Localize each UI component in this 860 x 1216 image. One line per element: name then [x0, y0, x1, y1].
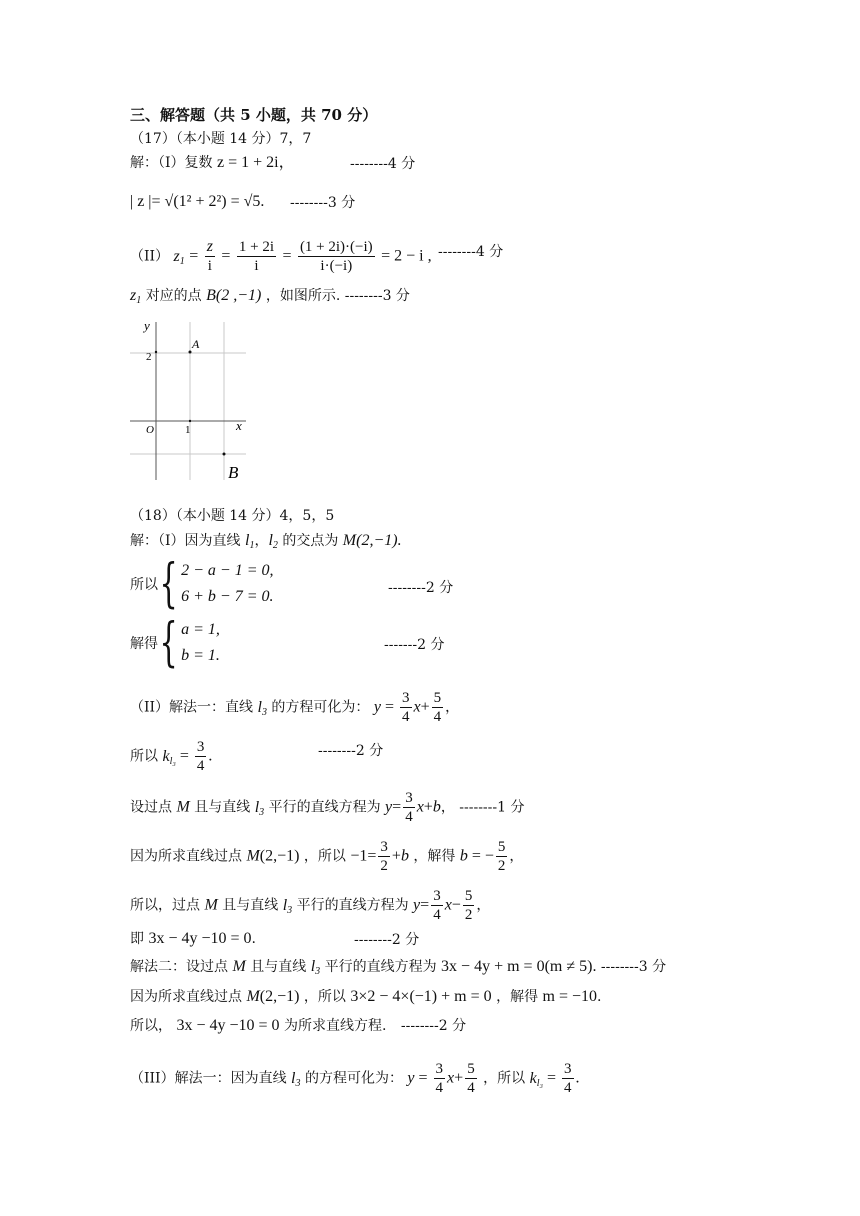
graph-y-label: y	[144, 318, 150, 333]
graph-two-label: 2	[146, 351, 152, 363]
q17-point-expr: B(2 ,−1)	[206, 287, 262, 304]
q18-header: （18）（本小题 14 分）4，5，5	[130, 508, 335, 524]
q18-m2-so-tail: 为所求直线方程.	[283, 1018, 387, 1034]
q18-set-score: --------1 分	[459, 799, 525, 816]
q18-pass-text3: ，解得	[413, 848, 456, 865]
q18-p1-text: 解：（I）因为直线	[130, 533, 241, 549]
q18-m2-so-expr: 3x − 4y −10 = 0	[176, 1017, 280, 1034]
q18-m2-so: 所以，	[130, 1018, 172, 1034]
q18-ie-line: 即 3x − 4y −10 = 0.	[130, 930, 256, 947]
q18-part2: （II）解法一：直线 $l_3$ 的方程可化为： y = $\frac{3}{4}$ x+ $\frac{5}{4}$ ，	[130, 690, 460, 725]
q18-m2-line: 解法二：设过点 M 且与直线 $l_3$ 平行的直线方程为 3x − 4y + m = 0(m ≠ 5). --------3 分	[130, 958, 667, 977]
q17-part2-label: （II）	[130, 248, 170, 265]
q18-sys1-score: --------2 分	[388, 580, 454, 596]
q18-pass-text2: ，所以	[303, 848, 346, 865]
q18-ie-expr: 3x − 4y −10 = 0	[148, 930, 252, 947]
q18-m2-pass2: ，所以	[303, 989, 346, 1005]
q18-sys2-prefix: 解得	[130, 636, 158, 652]
q18-p2-text2: 的方程可化为：	[271, 699, 370, 716]
q17-abs-score: --------3 分	[290, 195, 356, 211]
q18-system-1: 所以 { 2 − a − 1 = 0, 6 + b − 7 = 0.	[130, 554, 274, 614]
q18-m2-text: 解法二：设过点	[130, 959, 228, 975]
q18-p2-text: （II）解法一：直线	[130, 699, 254, 716]
q18-ie-text: 即	[130, 931, 144, 947]
q18-p3-text: （III）解法一：因为直线	[130, 1070, 287, 1087]
q18-sys2-line2: b = 1.	[181, 647, 220, 664]
q18-m2-pass: 因为所求直线过点	[130, 989, 242, 1005]
q17-abs-expr: | z |= √(1² + 2²) = √5.	[130, 193, 265, 210]
q18-m2-text2: 且与直线	[250, 959, 307, 975]
q18-sys1-line1: 2 − a − 1 = 0,	[181, 562, 274, 579]
graph-b-label: B	[228, 463, 239, 482]
q17-part1-label: 解：（I）复数	[130, 155, 213, 171]
q18-so-text: 所以，过点	[130, 897, 200, 914]
point-b-dot	[223, 453, 226, 456]
q17-part1-score: --------4 分	[350, 156, 416, 172]
q18-part1: 解：（I）因为直线 $l_1$，$l_2$ 的交点为 M(2,−1).	[130, 532, 402, 551]
q18-set-text2: 且与直线	[194, 799, 251, 816]
q18-p1-mid: 的交点为	[282, 533, 339, 549]
q17-point-line: $z_1$ 对应的点 B(2 ,−1) ，如图所示. --------3 分	[130, 287, 410, 306]
q18-sys2-line1: a = 1,	[181, 621, 220, 638]
q18-k-line: 所以 $k_{l_3}$ = $\frac{3}{4}$ .	[130, 739, 213, 774]
q18-set-text3: 平行的直线方程为	[268, 799, 381, 816]
q18-pass-line: 因为所求直线过点 M(2,−1) ，所以 −1= $\frac{3}{2}$ +b ，解得 b = − $\frac{5}{2}$ ，	[130, 839, 524, 874]
graph-a-label: A	[192, 337, 200, 351]
q18-set-line: 设过点 M 且与直线 $l_3$ 平行的直线方程为 y= $\frac{3}{4}$ x+b， --------1 分	[130, 790, 525, 825]
q18-sys1-prefix: 所以	[130, 577, 158, 593]
q17-part1	[130, 153, 295, 173]
q17-frac-1-2i: $\frac{1 + 2i}{i}$	[238, 239, 274, 274]
q18-p1-point: M(2,−1).	[342, 532, 402, 549]
q18-k-score: --------2 分	[318, 743, 384, 759]
graph-origin-label: O	[146, 424, 154, 436]
q17-point-tail: ，如图所示.	[265, 288, 341, 304]
q18-sys1-line2: 6 + b − 7 = 0.	[181, 588, 274, 605]
q17-point-text: 对应的点	[145, 288, 202, 304]
q18-m2-pass3: ，解得	[496, 989, 539, 1005]
q17-part2: （II） $z_1$ = $\frac{z}{i}$ = $\frac{1 + 2i}{i}$ = $\frac{(1 + 2i)\cdot(-i)}{i\cdot(-i)}$ = 2 − i ,	[130, 238, 432, 274]
q18-p3-text3: ，所以	[483, 1070, 526, 1087]
q18-set-text: 设过点	[130, 799, 172, 816]
q17-frac-conj: $\frac{(1 + 2i)\cdot(-i)}{i\cdot(-i)}$	[299, 239, 373, 274]
q18-p3-text2: 的方程可化为：	[304, 1070, 403, 1087]
q17-frac-z-i: $\frac{z}{i}$	[206, 238, 213, 274]
q18-m2-expr: 3x − 4y + m = 0(m ≠ 5).	[441, 958, 597, 975]
complex-plane-graph	[128, 318, 250, 484]
q18-m2-pass-expr: 3×2 − 4×(−1) + m = 0	[350, 988, 492, 1005]
q18-system-2: 解得 { a = 1, b = 1.	[130, 613, 220, 673]
q18-pass-text: 因为所求直线过点	[130, 848, 242, 865]
q18-m2-score: --------3 分	[600, 959, 667, 975]
q18-m2-so-score: --------2 分	[400, 1018, 467, 1034]
graph-one-label: 1	[185, 424, 191, 436]
q18-part3: （III）解法一：因为直线 $l_3$ 的方程可化为： y = $\frac{3}{4}$ x+ $\frac{5}{4}$ ，所以 $k_{l_3}$ = $\frac{3}{4}$ .	[130, 1061, 580, 1096]
q17-part1-expr: z = 1 + 2i，	[216, 154, 295, 171]
q18-so-text2: 且与直线	[222, 897, 279, 914]
section-title: 三、解答题（共 5 小题，共 70 分）	[130, 106, 378, 124]
q18-ie-score: --------2 分	[354, 932, 420, 948]
q18-m2-pass-line: 因为所求直线过点 M(2,−1) ，所以 3×2 − 4×(−1) + m = 0 ，解得 m = −10.	[130, 988, 602, 1005]
q17-point-score: --------3 分	[344, 288, 410, 304]
q18-m2-text3: 平行的直线方程为	[324, 959, 437, 975]
q17-header: （17）（本小题 14 分）7，7	[130, 131, 312, 147]
graph-x-label: x	[236, 418, 242, 433]
q18-sys2-score: -------2 分	[384, 637, 445, 653]
q18-so-text3: 平行的直线方程为	[296, 897, 409, 914]
q18-m2-pass-res: m = −10	[542, 988, 598, 1005]
q17-part2-score: --------4 分	[438, 244, 504, 260]
q18-so-line: 所以，过点 M 且与直线 $l_3$ 平行的直线方程为 y= $\frac{3}{4}$ x− $\frac{5}{2}$ ，	[130, 888, 491, 923]
q17-z1: $z_1$	[173, 247, 185, 267]
q18-k-prefix: 所以	[130, 748, 158, 765]
q18-m2-so-line	[130, 1016, 466, 1036]
